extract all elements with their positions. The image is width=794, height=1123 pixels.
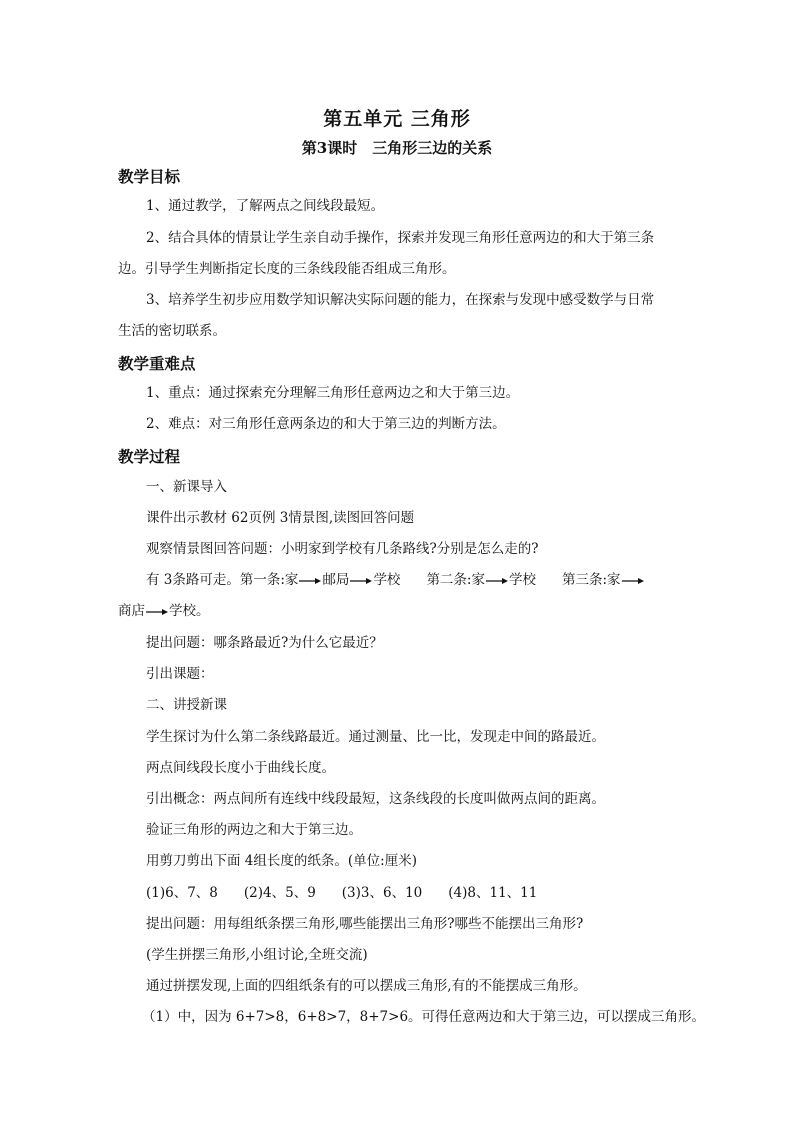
strip-group: (2)4、5、9 bbox=[243, 885, 316, 901]
route-text: 商店 bbox=[118, 603, 145, 619]
process-line: 课件出示教材 62页例 3情景图,读图回答问题 bbox=[146, 510, 415, 526]
arrow-right-icon bbox=[350, 576, 372, 586]
process-line: (学生拼摆三角形,小组讨论,全班交流) bbox=[146, 947, 368, 963]
process-line: 引出概念：两点间所有连线中线段最短，这条线段的长度叫做两点间的距离。 bbox=[146, 791, 605, 807]
strip-group: (1)6、7、8 bbox=[146, 885, 218, 901]
arrow-right-icon bbox=[622, 576, 644, 586]
route-text: 学校 bbox=[373, 572, 401, 588]
goal-3-line-2: 生活的密切联系。 bbox=[118, 323, 226, 339]
process-question: 提出问题：用每组纸条摆三角形,哪些能摆出三角形?哪些不能摆出三角形? bbox=[146, 916, 584, 932]
process-line: （1）中，因为 6+7>8，6+8>7，8+7>6。可得任意两边和大于第三边，可以摆成三角形。 bbox=[142, 1009, 706, 1025]
process-step-2-heading: 二、讲授新课 bbox=[146, 697, 227, 713]
route-text: 邮局 bbox=[322, 572, 350, 588]
process-line: 引出课题： bbox=[146, 666, 214, 682]
section-heading-keypoints: 教学重难点 bbox=[118, 354, 196, 373]
process-line: 通过拼摆发现,上面的四组纸条有的可以摆成三角形,有的不能摆成三角形。 bbox=[146, 978, 587, 994]
process-question: 提出问题：哪条路最近?为什么它最近？ bbox=[146, 635, 383, 651]
section-heading-process: 教学过程 bbox=[118, 447, 181, 466]
route-line bbox=[146, 570, 645, 590]
keypoint-2: 2、难点：对三角形任意两条边的和大于第三边的判断方法。 bbox=[146, 416, 506, 432]
process-line: 观察情景图回答问题：小明家到学校有几条路线?分别是怎么走的? bbox=[146, 541, 539, 557]
process-line: 两点间线段长度小于曲线长度。 bbox=[146, 760, 335, 776]
process-step-1-heading: 一、新课导入 bbox=[146, 479, 227, 495]
arrow-right-icon bbox=[486, 576, 508, 586]
strip-groups bbox=[146, 883, 537, 903]
process-line: 用剪刀剪出下面 4组长度的纸条。(单位:厘米) bbox=[146, 853, 417, 869]
section-heading-goals: 教学目标 bbox=[118, 167, 181, 186]
route-text: 学校。 bbox=[169, 603, 210, 619]
goal-1: 1、通过教学，了解两点之间线段最短。 bbox=[146, 198, 385, 214]
goal-2-line-1: 2、结合具体的情景让学生亲自动手操作，探索并发现三角形任意两边的和大于第三条 bbox=[146, 230, 655, 246]
route-text: 学校 bbox=[509, 572, 536, 588]
arrow-right-icon bbox=[146, 607, 168, 617]
arrow-right-icon bbox=[299, 576, 321, 586]
route-text: 有 3条路可走。第一条:家 bbox=[146, 572, 299, 588]
route-text: 第三条:家 bbox=[562, 572, 621, 588]
process-line: 学生探讨为什么第二条线路最近。通过测量、比一比，发现走中间的路最近。 bbox=[146, 729, 605, 745]
page-title: 第五单元 三角形 bbox=[323, 108, 471, 130]
strip-group: (4)8、11、11 bbox=[448, 885, 538, 901]
route-line-continued bbox=[118, 601, 210, 621]
keypoint-1: 1、重点：通过探索充分理解三角形任意两边之和大于第三边。 bbox=[146, 385, 520, 401]
route-text: 第二条:家 bbox=[426, 572, 485, 588]
goal-3-line-1: 3、培养学生初步应用数学知识解决实际问题的能力，在探索与发现中感受数学与日常 bbox=[146, 292, 655, 308]
process-line: 验证三角形的两边之和大于第三边。 bbox=[146, 822, 362, 838]
goal-2-line-2: 边。引导学生判断指定长度的三条线段能否组成三角形。 bbox=[118, 261, 456, 277]
lesson-subtitle: 第3课时 三角形三边的关系 bbox=[301, 139, 493, 157]
strip-group: (3)3、6、10 bbox=[341, 885, 423, 901]
